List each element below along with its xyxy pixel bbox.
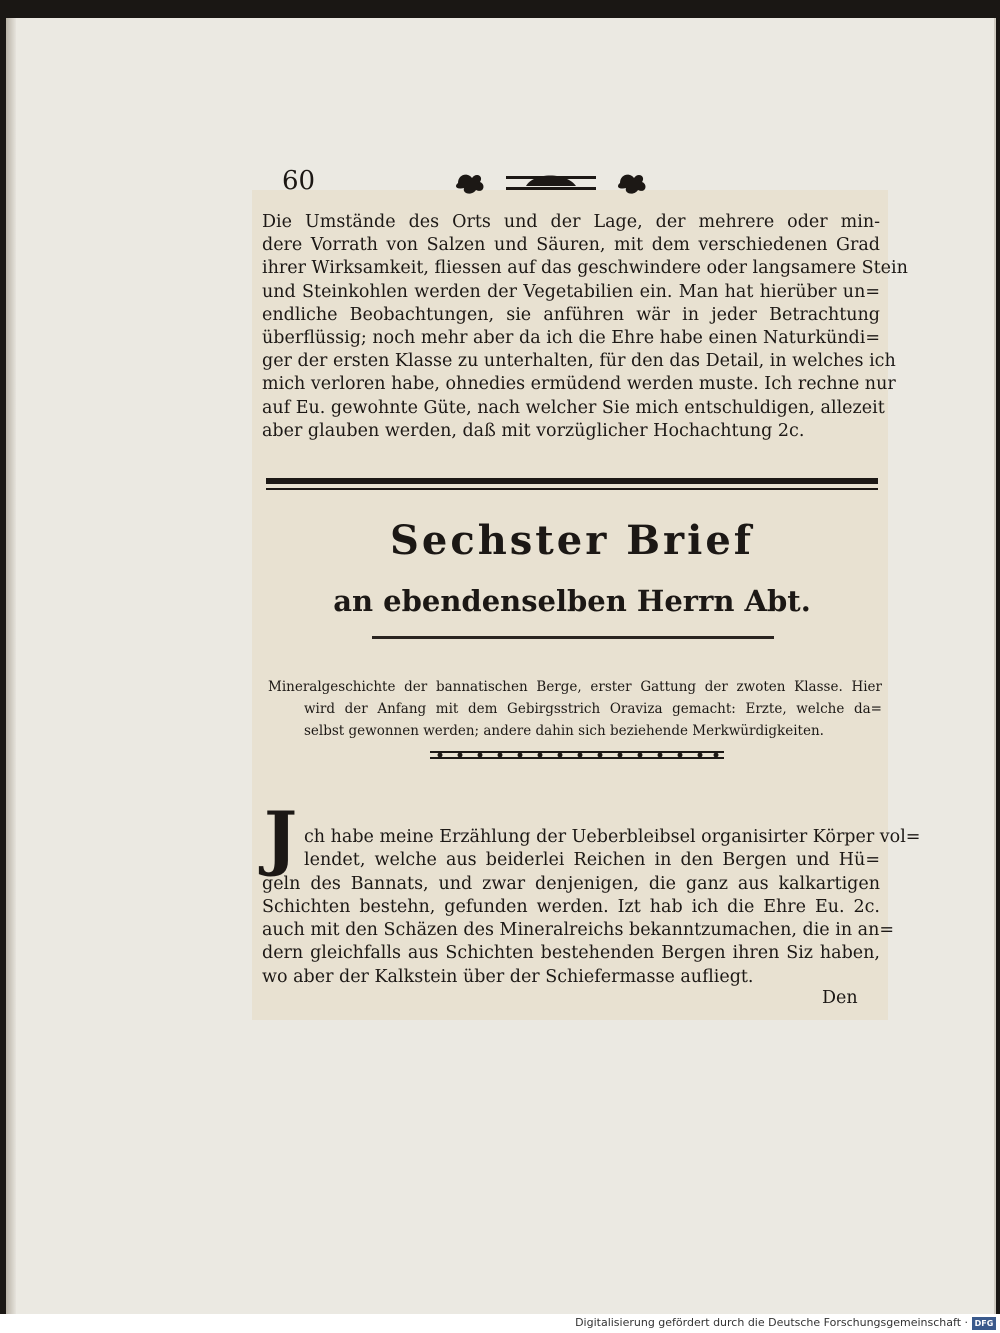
- dfg-logo: DFG: [972, 1317, 996, 1330]
- heading-subtitle: an ebendenselben Herrn Abt.: [333, 584, 811, 618]
- paragraph-continued: [262, 211, 908, 443]
- funding-notice: Digitalisierung gefördert durch die Deutsche Forschungsgemeinschaft ·: [575, 1316, 968, 1329]
- letter-body: [262, 826, 921, 989]
- text-line: dern gleichfalls aus Schichten bestehenden Bergen ihren Siz haben,: [262, 943, 880, 964]
- page-number: 60: [282, 166, 316, 196]
- page-edge: [6, 18, 16, 1314]
- text-line: dere Vorrath von Salzen und Säuren, mit dem verschiedenen Grad: [262, 235, 880, 256]
- summary-line: wird der Anfang mit dem Gebirgsstrich Oraviza gemacht: Erzte, welche da=: [304, 701, 882, 717]
- text-line: mich verloren habe, ohnedies ermüdend werden muste. Ich rechne nur: [262, 374, 896, 395]
- text-line: auch mit den Schäzen des Mineralreichs bekanntzumachen, die in an=: [262, 920, 895, 941]
- double-rule: [266, 478, 878, 492]
- text-line: auf Eu. gewohnte Güte, nach welcher Sie mich entschuldigen, allezeit: [262, 397, 885, 418]
- text-line: lendet, welche aus beiderlei Reichen in den Bergen und Hü=: [304, 850, 880, 871]
- header-ornament: [454, 170, 650, 196]
- text-line: ger der ersten Klasse zu unterhalten, für den das Detail, in welches ich: [262, 351, 896, 372]
- text-line: und Steinkohlen werden der Vegetabilien ein. Man hat hierüber un=: [262, 281, 880, 302]
- chapter-summary: [268, 676, 882, 742]
- text-line: überflüssig; noch mehr aber da ich die Ehre habe einen Naturkündi=: [262, 328, 880, 349]
- heading-rule: [372, 636, 774, 639]
- text-line: ihrer Wirksamkeit, fliessen auf das geschwindere oder langsamere Stein: [262, 258, 908, 279]
- catchword: Den: [822, 988, 858, 1008]
- letter-heading: [262, 513, 882, 621]
- text-line: aber glauben werden, daß mit vorzüglicher Hochachtung 2c.: [262, 420, 805, 441]
- page-header: [282, 166, 882, 200]
- text-line: ch habe meine Erzählung der Ueberbleibsel organisirter Körper vol=: [304, 827, 921, 847]
- text-line: geln des Bannats, und zwar denjenigen, die ganz aus kalkartigen: [262, 873, 880, 894]
- heading-title: Sechster Brief: [390, 517, 754, 564]
- drop-cap: J: [264, 796, 298, 879]
- text-line: Die Umstände des Orts und der Lage, der mehrere oder min-: [262, 212, 880, 232]
- text-line: Schichten bestehn, gefunden werden. Izt hab ich die Ehre Eu. 2c.: [262, 896, 880, 917]
- text-line: wo aber der Kalkstein über der Schiefermasse aufliegt.: [262, 966, 754, 987]
- summary-line: selbst gewonnen werden; andere dahin sich beziehende Merkwürdigkeiten.: [304, 723, 824, 739]
- text-line: endliche Beobachtungen, sie anführen wär in jeder Betrachtung: [262, 304, 880, 325]
- ornamental-divider: [430, 750, 724, 760]
- summary-line: Mineralgeschichte der bannatischen Berge, erster Gattung der zwoten Klasse. Hier: [268, 679, 882, 695]
- footer-bar: [0, 1314, 1000, 1333]
